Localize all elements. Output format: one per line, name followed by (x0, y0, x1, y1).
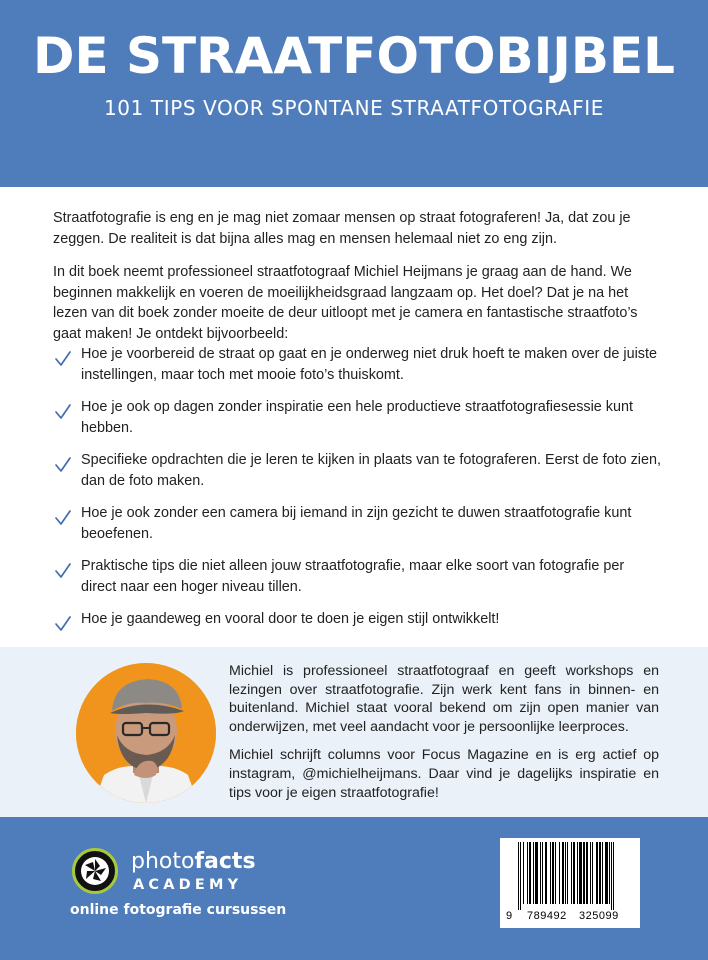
barcode-bar (527, 842, 528, 904)
book-title: DE STRAATFOTOBIJBEL (32, 27, 676, 85)
intro-paragraph-2: In dit boek neemt professioneel straatfotograaf Michiel Heijmans je graag aan de hand. We beginnen makkelijk en voeren de moeilijkheidsgraad langzaam op. Het doel? Dat je na het lezen van dit boek zonder moeite de deur uitloopt met je camera en fantastische straatfoto’s gaat maken! Je ontdekt bijvoorbeeld: (53, 264, 638, 342)
list-item (53, 556, 663, 597)
tips-checklist (53, 344, 663, 630)
checkmark-icon (53, 614, 73, 634)
aperture-logo-icon (72, 848, 118, 894)
list-item-text: Hoe je gaandeweg en vooral door te doen je eigen stijl ontwikkelt! (81, 611, 500, 627)
barcode-bar (602, 842, 603, 904)
barcode-bar (605, 842, 608, 904)
author-portrait-illustration (76, 663, 216, 803)
list-item (53, 503, 663, 544)
checkmark-icon (53, 349, 73, 369)
barcode-bar (550, 842, 551, 904)
checkmark-icon (53, 508, 73, 528)
brand-wordmark (131, 849, 256, 875)
header-band (0, 0, 708, 187)
list-item-text: Specifieke opdrachten die je leren te kijken in plaats van te fotograferen. Eerst de foto zien, dan de foto maken. (81, 452, 661, 489)
barcode-bar (586, 842, 588, 904)
barcode-bar (540, 842, 541, 904)
list-item-text: Hoe je ook zonder een camera bij iemand in zijn gezicht te duwen straatfotografie kunt beoefenen. (81, 505, 632, 542)
barcode-bar (545, 842, 547, 904)
list-item-text: Hoe je voorbereid de straat op gaat en je onderweg niet druk hoeft te maken over de juiste instellingen, maar toch met mooie foto’s thuiskomt. (81, 346, 657, 383)
isbn-first-digit: 9 (506, 910, 513, 922)
bio-paragraph-2: Michiel schrijft columns voor Focus Magazine en is erg actief op instagram, @michielheijmans. Daar vind je dagelijks inspiratie en tips voor je eigen straatfotografie! (229, 747, 659, 801)
barcode-bar (613, 842, 614, 910)
list-item-text: Praktische tips die niet alleen jouw straatfotografie, maar elke soort van fotografie per direct naar een hoger niveau tillen. (81, 558, 625, 595)
checkmark-icon (53, 561, 73, 581)
isbn-left-group: 789492 (527, 910, 567, 922)
barcode-bar (611, 842, 612, 910)
barcode-bar (571, 842, 572, 904)
brand-word-bold: facts (194, 849, 256, 874)
isbn-barcode (500, 838, 640, 928)
bio-paragraph-1: Michiel is professioneel straatfotograaf en geeft workshops en lezingen over straatfotografie. Zijn werk kent fans in binnen- en buitenland. Michiel staat vooral bekend om zijn open manier van onderwijzen, met veel aandacht voor je persoonlijke leerproces. (229, 663, 659, 735)
brand-tagline: online fotografie cursussen (70, 902, 287, 918)
barcode-bar (529, 842, 531, 904)
list-item (53, 397, 663, 438)
barcode-bar (592, 842, 593, 904)
barcode-bar (565, 842, 566, 904)
brand-word-light: photo (131, 849, 195, 874)
book-subtitle: 101 TIPS VOOR SPONTANE STRAATFOTOGRAFIE (103, 96, 605, 120)
checkmark-icon (53, 402, 73, 422)
checkmark-icon (53, 455, 73, 475)
barcode-bar (599, 842, 601, 904)
barcode-bars (500, 838, 640, 910)
author-photo (76, 663, 216, 803)
barcode-bar (596, 842, 598, 904)
barcode-bar (559, 842, 560, 904)
list-item-text: Hoe je ook op dagen zonder inspiratie een hele productieve straatfotografiesessie kunt hebben. (81, 399, 633, 436)
aperture-icon (75, 851, 115, 891)
barcode-bar (573, 842, 575, 904)
barcode-bar (542, 842, 543, 904)
author-bio (229, 662, 659, 812)
isbn-right-group: 325099 (579, 910, 619, 922)
barcode-bar (583, 842, 585, 904)
barcode-bar (523, 842, 524, 904)
barcode-bar (590, 842, 591, 904)
barcode-bar (520, 842, 521, 910)
list-item (53, 609, 663, 630)
barcode-bar (555, 842, 556, 904)
barcode-bar (518, 842, 519, 910)
barcode-bar (535, 842, 538, 904)
list-item (53, 344, 663, 385)
barcode-bar (552, 842, 554, 904)
barcode-bar (579, 842, 582, 904)
list-item (53, 450, 663, 491)
barcode-bar (577, 842, 578, 904)
barcode-bar (609, 842, 610, 904)
brand-academy: ACADEMY (133, 877, 243, 893)
intro-paragraph-1: Straatfotografie is eng en je mag niet zomaar mensen op straat fotograferen! Ja, dat zou je zeggen. De realiteit is dat bijna alles mag en mensen helemaal niet zo eng zijn. (53, 210, 631, 247)
barcode-bar (567, 842, 568, 904)
barcode-bar (562, 842, 564, 904)
barcode-bar (533, 842, 534, 904)
